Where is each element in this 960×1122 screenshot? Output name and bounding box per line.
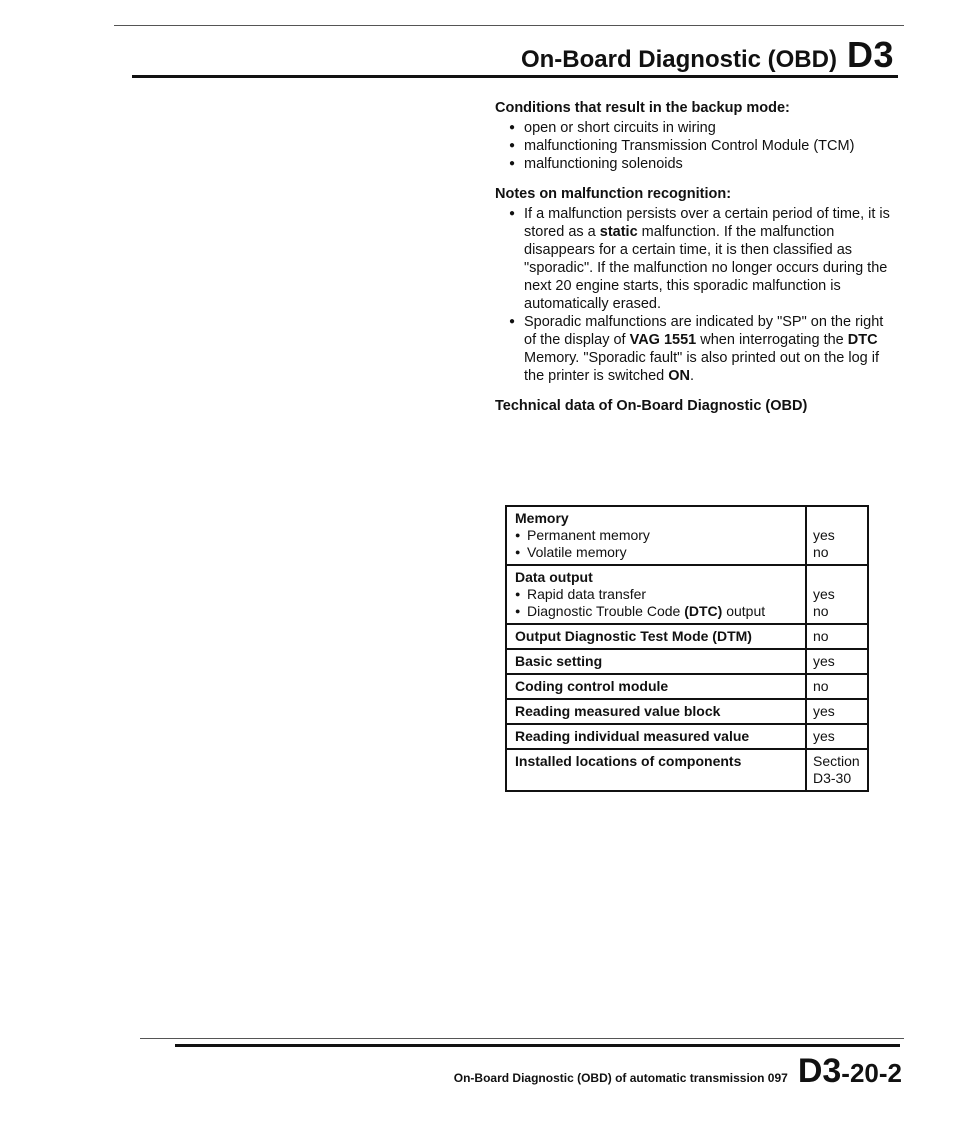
sub-text: output [722, 603, 766, 619]
row-label: Data output [515, 569, 593, 585]
bottom-thin-rule [140, 1038, 904, 1039]
table-cell-value [807, 566, 867, 623]
technical-data-heading: Technical data of On-Board Diagnostic (OBD) [495, 398, 808, 414]
footer-text: On-Board Diagnostic (OBD) of automatic transmission 097 [453, 1071, 788, 1085]
table-row [507, 648, 867, 673]
table-cell-value [807, 700, 867, 723]
backup-mode-heading: Conditions that result in the backup mode: [495, 100, 790, 116]
note-keyword: ON [668, 368, 691, 384]
row-label: Output Diagnostic Test Mode (DTM) [507, 625, 807, 648]
list-item: ● malfunctioning Transmission Control Module (TCM) [509, 137, 895, 155]
header-section-code: D3 [846, 34, 894, 75]
page-number: -20-2 [841, 1058, 902, 1088]
backup-mode-section [495, 99, 895, 173]
row-label: Memory [515, 510, 569, 526]
row-value: D3-30 [813, 770, 852, 786]
main-content [495, 99, 895, 415]
page-footer [454, 1052, 902, 1091]
note-keyword: VAG 1551 [629, 332, 697, 348]
note-keyword: static [599, 224, 638, 240]
row-value: no [813, 603, 829, 619]
row-value: yes [813, 703, 835, 719]
row-value: yes [813, 527, 835, 543]
notes-list [495, 205, 895, 385]
list-item [509, 313, 895, 385]
row-label: Coding control module [507, 675, 807, 698]
note-keyword: DTC [847, 332, 878, 348]
table-cell-value [807, 725, 867, 748]
sub-keyword: (DTC) [684, 603, 723, 619]
sub-text: Diagnostic Trouble Code [527, 603, 685, 619]
row-sub-item: ● Volatile memory [515, 544, 797, 561]
row-sub-item: ● Permanent memory [515, 527, 797, 544]
note-text: malfunction. If the malfunction disappears for a certain time, it is then classified as "sporadic". If the malfunction no longer occurs during the next 20 engine starts, this sporadic malfunction is automatically erased. [524, 224, 888, 312]
table-row [507, 623, 867, 648]
table-cell-value [807, 675, 867, 698]
row-value: no [813, 628, 829, 644]
table-row [507, 748, 867, 790]
note-text: If a malfunction persists over a certain period of time, it is stored as a [524, 206, 890, 240]
table-cell-value [807, 650, 867, 673]
table-cell-value [807, 625, 867, 648]
table-cell-value [807, 750, 867, 790]
header-title: On-Board Diagnostic (OBD) [520, 46, 837, 73]
row-value: Section [813, 753, 860, 769]
row-sub-item: ● Rapid data transfer [515, 586, 797, 603]
table-cell-label [507, 566, 807, 623]
note-text: Memory. "Sporadic fault" is also printed out on the log if the printer is switched [524, 350, 879, 384]
table-row [507, 673, 867, 698]
row-sub-item [515, 603, 797, 620]
note-text: . [690, 368, 695, 384]
table-row [507, 564, 867, 623]
row-value: no [813, 678, 829, 694]
notes-heading: Notes on malfunction recognition: [495, 186, 732, 202]
row-label: Reading individual measured value [507, 725, 807, 748]
notes-section [495, 185, 895, 385]
table-cell-value [807, 507, 867, 564]
top-thin-rule [114, 25, 904, 26]
row-label: Basic setting [507, 650, 807, 673]
technical-data-table [505, 505, 869, 792]
row-value: yes [813, 586, 835, 602]
table-row [507, 723, 867, 748]
table-cell-label [507, 507, 807, 564]
page-section-code: D3 [797, 1052, 842, 1090]
top-thick-rule [132, 75, 898, 78]
table-row [507, 507, 867, 564]
row-value: yes [813, 653, 835, 669]
note-text: Sporadic malfunctions are indicated by "SP" on the right of the display of [524, 314, 884, 348]
row-label: Reading measured value block [507, 700, 807, 723]
list-item: ● open or short circuits in wiring [509, 119, 895, 137]
list-item [509, 205, 895, 313]
table-row [507, 698, 867, 723]
row-label: Installed locations of components [507, 750, 807, 790]
list-item: ● malfunctioning solenoids [509, 155, 895, 173]
row-value: no [813, 544, 829, 560]
page-header [521, 34, 894, 76]
backup-mode-list [495, 119, 895, 173]
row-value: yes [813, 728, 835, 744]
bottom-thick-rule [175, 1044, 900, 1047]
note-text: when interrogating the [696, 332, 848, 348]
